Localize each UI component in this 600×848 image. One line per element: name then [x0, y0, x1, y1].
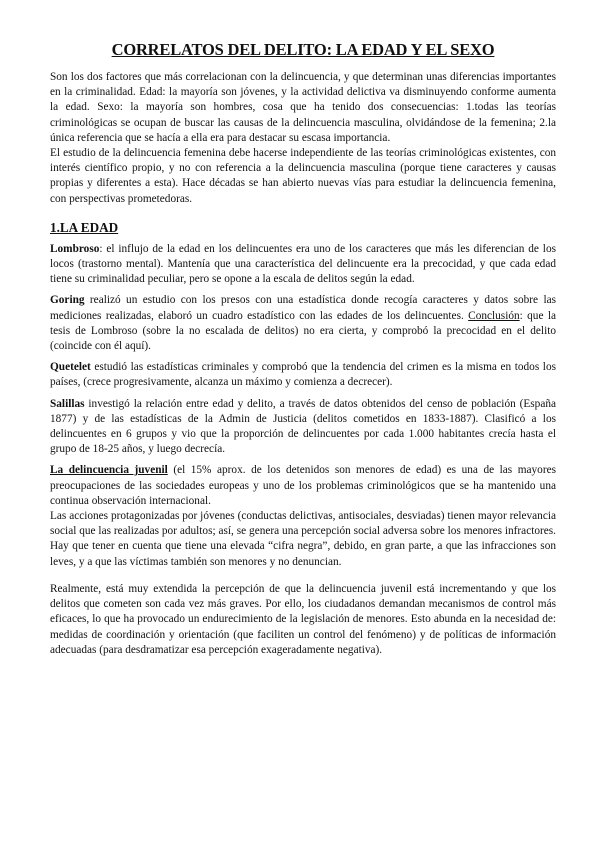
author-quetelet: Quetelet [50, 361, 91, 374]
paragraph-salillas [50, 397, 556, 458]
goring-conclusion-label: Conclusión [468, 309, 520, 322]
salillas-text: investigó la relación entre edad y delito, a través de datos obtenidos del censo de población (España 1877) y de las estadísticas de la Admin de Justicia (delitos cometidos en 1833-1887). Clasificó a los delincuentes en 6 grupos y vio que la proporción de delincuentes por cada 1.000 habitantes crecía hasta el grupo de 18-25 años, y luego decrecía. [50, 397, 556, 456]
paragraph-goring [50, 293, 556, 354]
juvenil-text: (el 15% aprox. de los detenidos son menores de edad) es una de las mayores preocupaciones de las sociedades europeas y uno de los problemas criminológicos que se ha mantenido una continua observación internacional. [50, 464, 556, 507]
author-goring: Goring [50, 294, 85, 307]
goring-conclusion-text: : que la tesis de Lombroso (sobre la no escalada de delitos) no era cierta, y comprobó la precocidad en el delito (coincide con él aquí). [50, 309, 556, 353]
author-salillas: Salillas [50, 397, 85, 410]
paragraph-lombroso [50, 242, 556, 288]
author-lombroso: Lombroso [50, 242, 100, 255]
quetelet-text: estudió las estadísticas criminales y comprobó que la tendencia del crimen es la misma en todos los países, (crece progresivamente, alcanza un máximo y comienza a decrecer). [50, 361, 556, 389]
topic-delincuencia-juvenil: La delincuencia juvenil [50, 464, 168, 477]
intro-paragraph-1: Son los dos factores que más correlacionan con la delincuencia, y que determinan unas diferencias importantes en la criminalidad. Edad: la mayoría son jóvenes, y la actividad delictiva va disminuyendo conforme aumenta la edad. Sexo: la mayoría son hombres, cosa que ha tenido dos consecuencias: 1.todas las teorías criminológicas se ocupan de buscar las causas de la delincuencia masculina, olvidándose de la femenina; 2.la única referencia que se hacía a ella era para destacar su escasa importancia. [50, 71, 556, 144]
paragraph-juvenil [50, 463, 556, 509]
paragraph-juvenil-3: Realmente, está muy extendida la percepción de que la delincuencia juvenil está incrementando y que los delitos que cometen son cada vez más graves. Por ello, los ciudadanos demandan mecanismos de control más eficaces, lo que ha provocado un endurecimiento de la legislación de menores. Esto abunda en la necesidad de: medidas de coordinación y orientación (que faciliten un control del fenómeno) y de políticas de información adecuadas (para desdramatizar esa percepción exageradamente negativa). [50, 582, 556, 656]
page-title: CORRELATOS DEL DELITO: LA EDAD Y EL SEXO [111, 40, 495, 59]
document-page [50, 40, 556, 658]
paragraph-quetelet [50, 360, 556, 390]
lombroso-text: : el influjo de la edad en los delincuentes era uno de los caracteres que más les diferencian de los locos (trastorno mental). Mantenía que una característica del delincuente era la precocidad, y que cada edad tiene su criminalidad peculiar, pero se opone a la escala de delitos según la edad. [50, 242, 556, 286]
goring-text: realizó un estudio con los presos con una estadística donde recogía caracteres y datos sobre las mediciones realizadas, elaboró un cuadro estadístico con las edades de los delincuentes. [50, 294, 556, 322]
paragraph-juvenil-2: Las acciones protagonizadas por jóvenes (conductas delictivas, antisociales, desviadas) tienen mayor relevancia social que las realizadas por adultos; así, se genera una percepción social adversa sobre los menores infractores. Hay que tener en cuenta que tiene una elevada “cifra negra”, debido, en gran parte, a que las infracciones son leves, y a que las víctimas también son menores y no denuncian. [50, 510, 556, 568]
section-heading-edad: 1.LA EDAD [50, 219, 119, 235]
intro-paragraph-2: El estudio de la delincuencia femenina debe hacerse independiente de las teorías criminológicas existentes, con interés científico propio, y no con referencia a la delincuencia masculina (porque tiene caracteres y causas propias y diferentes a esta). Hace décadas se han abierto nuevas vías para estudiar la delincuencia femenina, con perspectivas prometedoras. [50, 147, 556, 205]
